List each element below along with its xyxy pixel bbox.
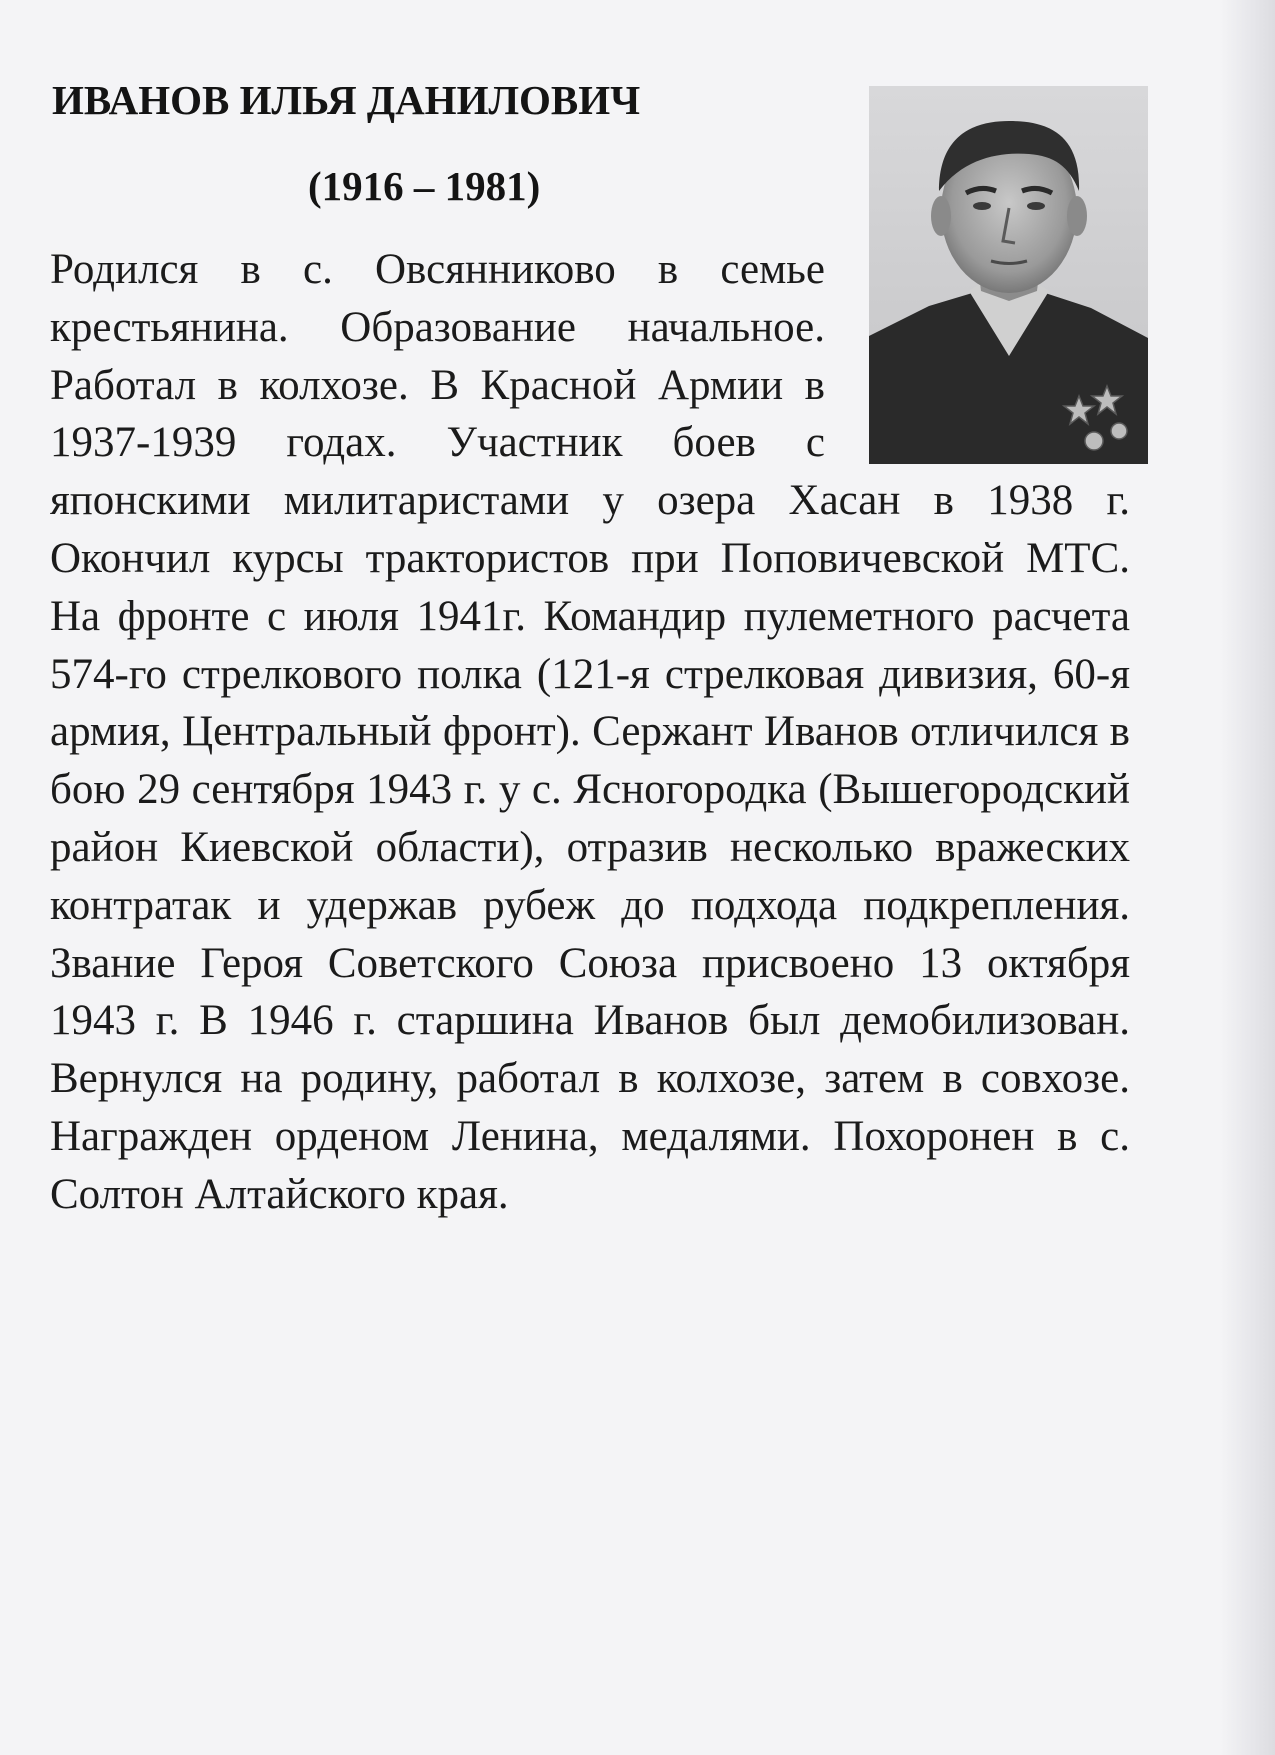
page-edge-shadow <box>1220 0 1275 1755</box>
page-title: ИВАНОВ ИЛЬЯ ДАНИЛОВИЧ <box>52 77 641 123</box>
biography-text <box>50 241 1130 1224</box>
biography-paragraph: Родился в с. Овсянниково в семье крестьянина. Образование начальное. Работал в колхозе. В Красной Армии в 1937-1939 годах. Участник боев с японскими милитаристами у озера Хасан в 1938 г. Окончил курсы трактористов при Поповичевской МТС. На фронте с июля 1941г. Командир пулеметного расчета 574-го стрелкового полка (121-я стрелковая дивизия, 60-я армия, Центральный фронт). Сержант Иванов отличился в бою 29 сентября 1943 г. у с. Ясногородка (Вышегородский район Киевской области), отразив несколько вражеских контратак и удержав рубеж до подхода подкрепления. Звание Героя Советского Союза присвоено 13 октября 1943 г. В 1946 г. старшина Иванов был демобилизован. Вернулся на родину, работал в колхозе, затем в совхозе. Награжден орденом Ленина, медалями. Похоронен в с. Солтон Алтайского края. <box>50 246 1130 1218</box>
life-years: (1916 – 1981) <box>308 163 541 209</box>
